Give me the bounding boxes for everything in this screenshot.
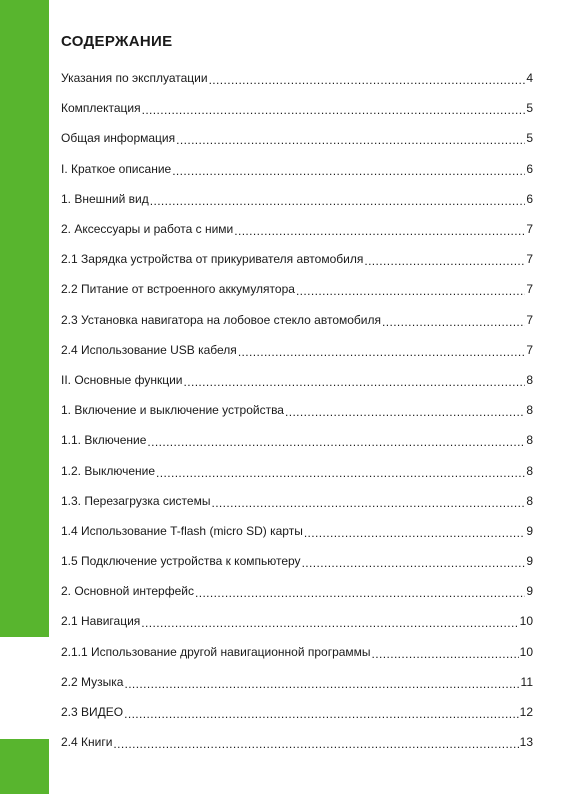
toc-entry-label: 2.3 Установка навигатора на лобовое стекло автомобиля [61, 312, 381, 327]
toc-leader-dots [304, 526, 525, 540]
toc-entry-page: 6 [526, 161, 533, 176]
toc-entry[interactable] [61, 637, 533, 667]
toc-entry-page: 7 [526, 252, 533, 267]
toc-leader-dots [302, 556, 526, 570]
toc-entry-label: Указания по эксплуатации [61, 71, 208, 86]
toc-entry-label: 1.2. Выключение [61, 463, 156, 478]
toc-entry[interactable] [61, 184, 533, 214]
toc-entry[interactable] [61, 697, 533, 727]
toc-entry-page: 7 [526, 342, 533, 357]
toc-entry-page: 10 [519, 644, 533, 659]
toc-entry-label: 2.1.1 Использование другой навигационной программы [61, 644, 371, 659]
toc-entry[interactable] [61, 335, 533, 365]
toc-entry-page: 6 [526, 191, 533, 206]
toc-entry-page: 7 [526, 222, 533, 237]
toc-entry[interactable] [61, 123, 533, 153]
toc-entry-page: 13 [519, 735, 533, 750]
toc-entry-label: 1.1. Включение [61, 433, 147, 448]
toc-entry[interactable] [61, 63, 533, 93]
green-side-bar-top [0, 0, 49, 637]
toc-entry[interactable] [61, 667, 533, 697]
toc-entry-page: 9 [526, 523, 533, 538]
toc-entry[interactable] [61, 395, 533, 425]
toc-leader-dots [142, 103, 526, 117]
toc-entry[interactable] [61, 93, 533, 123]
toc-entry[interactable] [61, 546, 533, 576]
toc-leader-dots [209, 73, 526, 87]
toc-entry-page: 11 [520, 674, 533, 689]
toc-entry[interactable] [61, 486, 533, 516]
toc-entry-page: 9 [526, 554, 533, 569]
toc-leader-dots [141, 616, 518, 630]
toc-leader-dots [172, 164, 525, 178]
toc-entry[interactable] [61, 274, 533, 304]
toc-entry-page: 5 [526, 101, 533, 116]
toc-leader-dots [113, 737, 518, 751]
toc-entry-label: 1.3. Перезагрузка системы [61, 493, 211, 508]
toc-entry[interactable] [61, 516, 533, 546]
toc-entry[interactable] [61, 606, 533, 636]
toc-entry-page: 7 [526, 312, 533, 327]
toc-entry[interactable] [61, 425, 533, 455]
toc-entry[interactable] [61, 214, 533, 244]
toc-entry-label: 2.2 Питание от встроенного аккумулятора [61, 282, 295, 297]
toc-entry[interactable] [61, 305, 533, 335]
toc-leader-dots [211, 496, 525, 510]
toc-leader-dots [238, 345, 526, 359]
toc-entry-label: 1. Внешний вид [61, 191, 149, 206]
toc-entry-label: 2.4 Использование USB кабеля [61, 342, 237, 357]
toc-leader-dots [184, 375, 526, 389]
toc-entry-label: 2.1 Зарядка устройства от прикуривателя автомобиля [61, 252, 364, 267]
toc-entry-label: I. Краткое описание [61, 161, 172, 176]
toc-leader-dots [364, 254, 525, 268]
toc-entry-label: 2.2 Музыка [61, 674, 124, 689]
toc-entry-page: 9 [526, 584, 533, 599]
green-side-bar-bottom [0, 739, 49, 794]
page-title: СОДЕРЖАНИЕ [61, 33, 173, 50]
toc-entry-label: 2. Аксессуары и работа с ними [61, 222, 234, 237]
toc-entry-page: 4 [526, 71, 533, 86]
toc-entry-label: Общая информация [61, 131, 176, 146]
toc-entry-page: 7 [526, 282, 533, 297]
toc-entry[interactable] [61, 365, 533, 395]
toc-leader-dots [382, 315, 525, 329]
toc-leader-dots [176, 133, 525, 147]
toc-entry-page: 10 [519, 614, 533, 629]
toc-entry[interactable] [61, 244, 533, 274]
toc-leader-dots [195, 586, 525, 600]
toc-leader-dots [372, 647, 519, 661]
toc-entry-page: 8 [526, 372, 533, 387]
toc-entry-page: 8 [526, 493, 533, 508]
toc-entry-label: II. Основные функции [61, 372, 183, 387]
toc-entry-label: 1.5 Подключение устройства к компьютеру [61, 554, 301, 569]
toc-entry-label: 2.1 Навигация [61, 614, 141, 629]
toc-entry-page: 12 [519, 705, 533, 720]
toc-entry-label: 2.4 Книги [61, 735, 113, 750]
toc-leader-dots [296, 284, 525, 298]
toc-leader-dots [234, 224, 525, 238]
toc-entry-page: 5 [526, 131, 533, 146]
table-of-contents [61, 63, 533, 757]
toc-entry-label: 2. Основной интерфейс [61, 584, 194, 599]
toc-entry[interactable] [61, 154, 533, 184]
toc-entry-label: 1.4 Использование T-flash (micro SD) карты [61, 523, 303, 538]
toc-leader-dots [124, 707, 519, 721]
toc-entry[interactable] [61, 576, 533, 606]
toc-entry-label: Комплектация [61, 101, 141, 116]
toc-entry-page: 8 [526, 403, 533, 418]
toc-entry-label: 1. Включение и выключение устройства [61, 403, 284, 418]
toc-leader-dots [147, 435, 525, 449]
toc-entry[interactable] [61, 455, 533, 485]
toc-entry-label: 2.3 ВИДЕО [61, 705, 124, 720]
toc-leader-dots [285, 405, 525, 419]
toc-entry-page: 8 [526, 463, 533, 478]
toc-leader-dots [156, 466, 525, 480]
toc-leader-dots [124, 677, 519, 691]
toc-entry-page: 8 [526, 433, 533, 448]
toc-leader-dots [150, 194, 526, 208]
toc-entry[interactable] [61, 727, 533, 757]
